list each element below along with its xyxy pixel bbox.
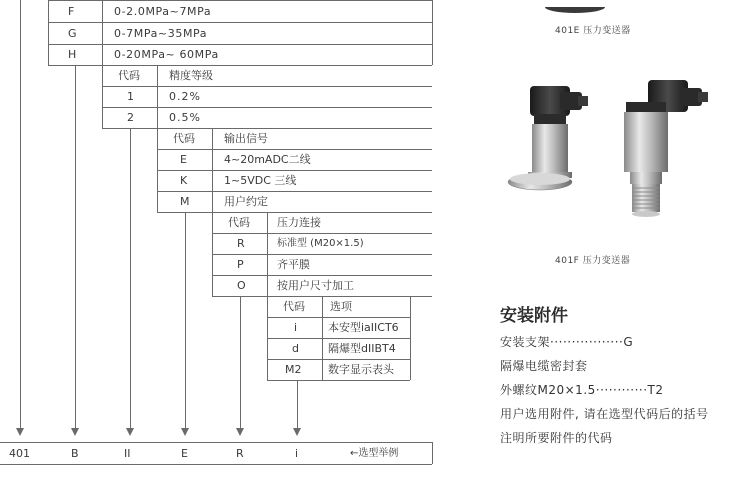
connection-code-o: O xyxy=(237,279,246,292)
explosion-code-d: d xyxy=(292,342,299,355)
accuracy-header-desc: 精度等级 xyxy=(169,69,213,82)
connection-desc-p: 齐平膜 xyxy=(277,258,310,271)
connection-header-desc: 压力连接 xyxy=(277,216,321,229)
accuracy-desc-1: 0.2% xyxy=(169,90,201,103)
accessory-external-thread: 外螺纹M20×1.5············T2 xyxy=(500,383,664,397)
arrow-i xyxy=(293,428,301,436)
pressure-code-g: G xyxy=(68,27,77,40)
explosion-code-m2: M2 xyxy=(285,363,302,376)
example-code-i: i xyxy=(295,447,299,460)
output-header-code: 代码 xyxy=(173,132,195,145)
explosion-header-code: 代码 xyxy=(283,300,305,313)
explosion-desc-i: 本安型iaIICT6 xyxy=(328,321,399,334)
connection-code-p: P xyxy=(237,258,244,271)
output-code-e: E xyxy=(180,153,187,166)
arrow-401 xyxy=(16,428,24,436)
accessory-note-line-2: 注明所要附件的代码 xyxy=(500,431,613,445)
arrow-b xyxy=(71,428,79,436)
example-code-e: E xyxy=(181,447,188,460)
pressure-code-h: H xyxy=(68,48,77,61)
accessory-cable-gland: 隔爆电缆密封套 xyxy=(500,359,588,373)
pressure-code-f: F xyxy=(68,5,75,18)
accuracy-code-2: 2 xyxy=(127,111,134,124)
accuracy-desc-2: 0.5% xyxy=(169,111,201,124)
explosion-code-i: i xyxy=(294,321,298,334)
accessories-title: 安装附件 xyxy=(500,306,568,326)
connection-header-code: 代码 xyxy=(228,216,250,229)
connection-desc-r: 标准型 (M20×1.5) xyxy=(277,238,364,249)
output-code-m: M xyxy=(180,195,190,208)
output-header-desc: 输出信号 xyxy=(224,132,268,145)
output-desc-k: 1~5VDC 三线 xyxy=(224,174,297,187)
example-code-401: 401 xyxy=(9,447,30,460)
pressure-desc-h: 0-20MPa~ 60MPa xyxy=(114,48,219,61)
photo-caption-401e: 401E 压力变送器 xyxy=(555,26,631,36)
example-label: ←选型举例 xyxy=(350,448,399,459)
arrow-e xyxy=(181,428,189,436)
arrow-ii xyxy=(126,428,134,436)
accuracy-header-code: 代码 xyxy=(118,69,140,82)
accuracy-code-1: 1 xyxy=(127,90,134,103)
explosion-desc-m2: 数字显示表头 xyxy=(328,363,394,376)
explosion-header-desc: 选项 xyxy=(330,300,352,313)
example-code-ii: II xyxy=(124,447,131,460)
arrow-r xyxy=(236,428,244,436)
output-desc-m: 用户约定 xyxy=(224,195,268,208)
example-code-b: B xyxy=(71,447,79,460)
connection-code-r: R xyxy=(237,237,245,250)
accessory-note-line-1: 用户选用附件, 请在选型代码后的括号 xyxy=(500,407,709,421)
output-desc-e: 4~20mADC二线 xyxy=(224,153,311,166)
example-code-r: R xyxy=(236,447,244,460)
output-code-k: K xyxy=(180,174,188,187)
photo-caption-401f: 401F 压力变送器 xyxy=(555,256,631,266)
pressure-desc-f: 0-2.0MPa~7MPa xyxy=(114,5,212,18)
product-photo-top-fragment xyxy=(540,0,610,8)
connection-desc-o: 按用户尺寸加工 xyxy=(277,279,354,292)
explosion-desc-d: 隔爆型dIIBT4 xyxy=(328,342,396,355)
product-photo-transmitters xyxy=(498,78,720,238)
accessory-mounting-bracket: 安装支架·················G xyxy=(500,335,634,349)
pressure-desc-g: 0-7MPa~35MPa xyxy=(114,27,208,40)
